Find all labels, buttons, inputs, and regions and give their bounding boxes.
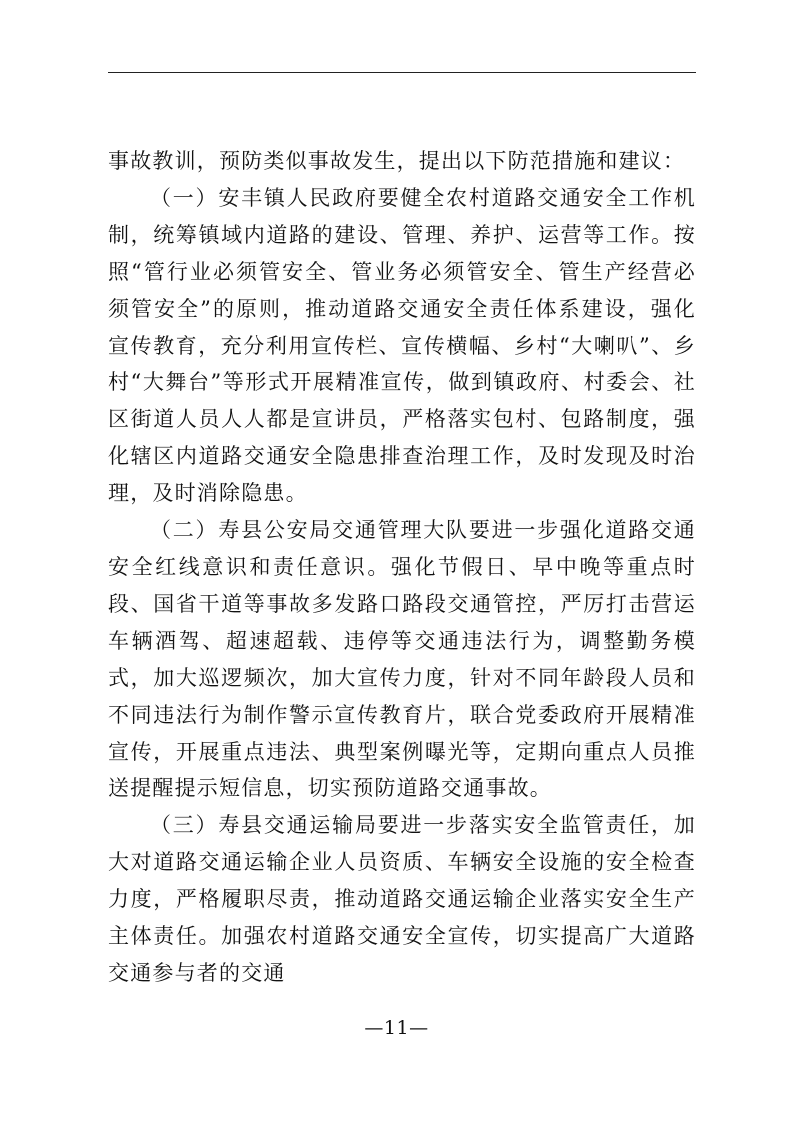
measure-one-paragraph: （一）安丰镇人民政府要健全农村道路交通安全工作机制，统筹镇域内道路的建设、管理、养护、运营等工作。按照“管行业必须管安全、管业务必须管安全、管生产经营必须管安全”的原则，推动道路交通安全责任体系建设，强化宣传教育，充分利用宣传栏、宣传横幅、乡村“大喇叭”、乡村“大舞台”等形式开展精准宣传，做到镇政府、村委会、社区街道人员人人都是宣讲员，严格落实包村、包路制度，强化辖区内道路交通安全隐患排查治理工作，及时发现及时治理，及时消除隐患。 (108, 185, 696, 506)
header-rule (108, 72, 696, 73)
measure-three-paragraph: （三）寿县交通运输局要进一步落实安全监管责任，加大对道路交通运输企业人员资质、车辆安全设施的安全检查力度，严格履职尽责，推动道路交通运输企业落实安全生产主体责任。加强农村道路交通安全宣传，切实提高广大道路交通参与者的交通 (108, 813, 696, 985)
page-number: —11— (364, 1017, 429, 1039)
measure-two-paragraph: （二）寿县公安局交通管理大队要进一步强化道路交通安全红线意识和责任意识。强化节假日、早中晚等重点时段、国省干道等事故多发路口路段交通管控，严厉打击营运车辆酒驾、超速超载、违停等交通违法行为，调整勤务模式，加大巡逻频次，加大宣传力度，针对不同年龄段人员和不同违法行为制作警示宣传教育片，联合党委政府开展精准宣传，开展重点违法、典型案例曝光等，定期向重点人员推送提醒提示短信息，切实预防道路交通事故。 (108, 518, 696, 801)
intro-paragraph: 事故教训，预防类似事故发生，提出以下防范措施和建议： (108, 149, 686, 173)
document-body (108, 143, 696, 992)
